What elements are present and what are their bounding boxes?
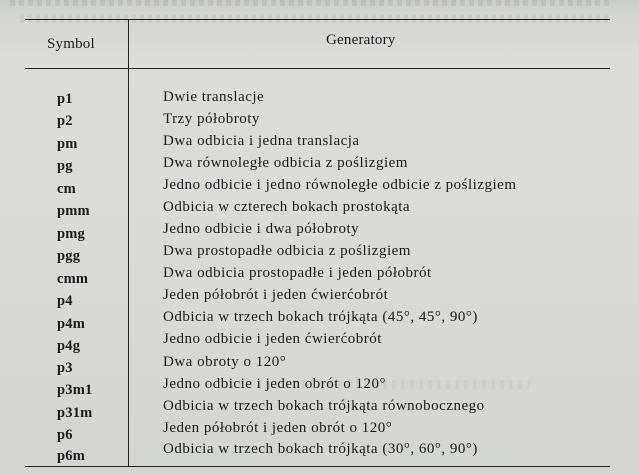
generators-cell: Odbicia w czterech bokach prostokąta: [163, 199, 411, 215]
symbol-cell: pg: [57, 158, 73, 174]
generators-cell: Dwa odbicia prostopadłe i jeden półobrót: [163, 265, 432, 281]
symbol-cell: p4m: [57, 316, 85, 332]
symbol-cell: p3: [57, 360, 73, 376]
generators-cell: Jedno odbicie i jeden ćwierćobrót: [163, 331, 382, 347]
generators-cell: Jeden półobrót i jeden obrót o 120°: [163, 420, 393, 436]
table-header-rule: [25, 68, 610, 69]
generators-cell: Odbicia w trzech bokach trójkąta (45°, 45°, 90°): [163, 309, 478, 325]
table-bottom-rule: [25, 466, 610, 467]
generators-cell: Odbicia w trzech bokach trójkąta (30°, 60°, 90°): [163, 441, 478, 457]
table-top-rule: [25, 19, 610, 20]
symbol-cell: pm: [57, 136, 78, 152]
generators-cell: Jedno odbicie i jedno równoległe odbicie z poślizgiem: [163, 177, 517, 193]
generators-cell: Dwa równoległe odbicia z poślizgiem: [163, 155, 408, 171]
symbol-cell: pmm: [57, 203, 90, 219]
symbol-cell: p4g: [57, 338, 81, 354]
generators-cell: Jedno odbicie i jeden obrót o 120°: [163, 376, 386, 392]
symbol-cell: p6: [57, 427, 73, 443]
generators-cell: Trzy półobroty: [163, 111, 260, 127]
generators-cell: Jedno odbicie i dwa półobroty: [163, 221, 360, 237]
symbol-cell: p4: [57, 293, 73, 309]
symbol-cell: p6m: [57, 448, 85, 464]
symbol-cell: pmg: [57, 226, 85, 242]
symbol-cell: cm: [57, 181, 76, 197]
generators-cell: Dwie translacje: [163, 89, 265, 105]
symbol-column-header: Symbol: [47, 36, 95, 52]
symbol-cell: p1: [57, 91, 73, 107]
table-column-divider: [128, 19, 129, 467]
generators-cell: Dwa obroty o 120°: [163, 354, 287, 370]
generators-column-header: Generatory: [326, 32, 396, 48]
symbol-cell: p3m1: [57, 382, 93, 398]
symbol-cell: p31m: [57, 405, 93, 421]
symbol-cell: cmm: [57, 271, 89, 287]
generators-cell: Dwa prostopadłe odbicia z poślizgiem: [163, 243, 411, 259]
generators-cell: Jeden półobrót i jeden ćwierćobrót: [163, 287, 389, 303]
generators-cell: Dwa odbicia i jedna translacja: [163, 133, 360, 149]
symbol-cell: pgg: [57, 248, 81, 264]
symbol-cell: p2: [57, 113, 73, 129]
generators-cell: Odbicia w trzech bokach trójkąta równobocznego: [163, 398, 485, 414]
